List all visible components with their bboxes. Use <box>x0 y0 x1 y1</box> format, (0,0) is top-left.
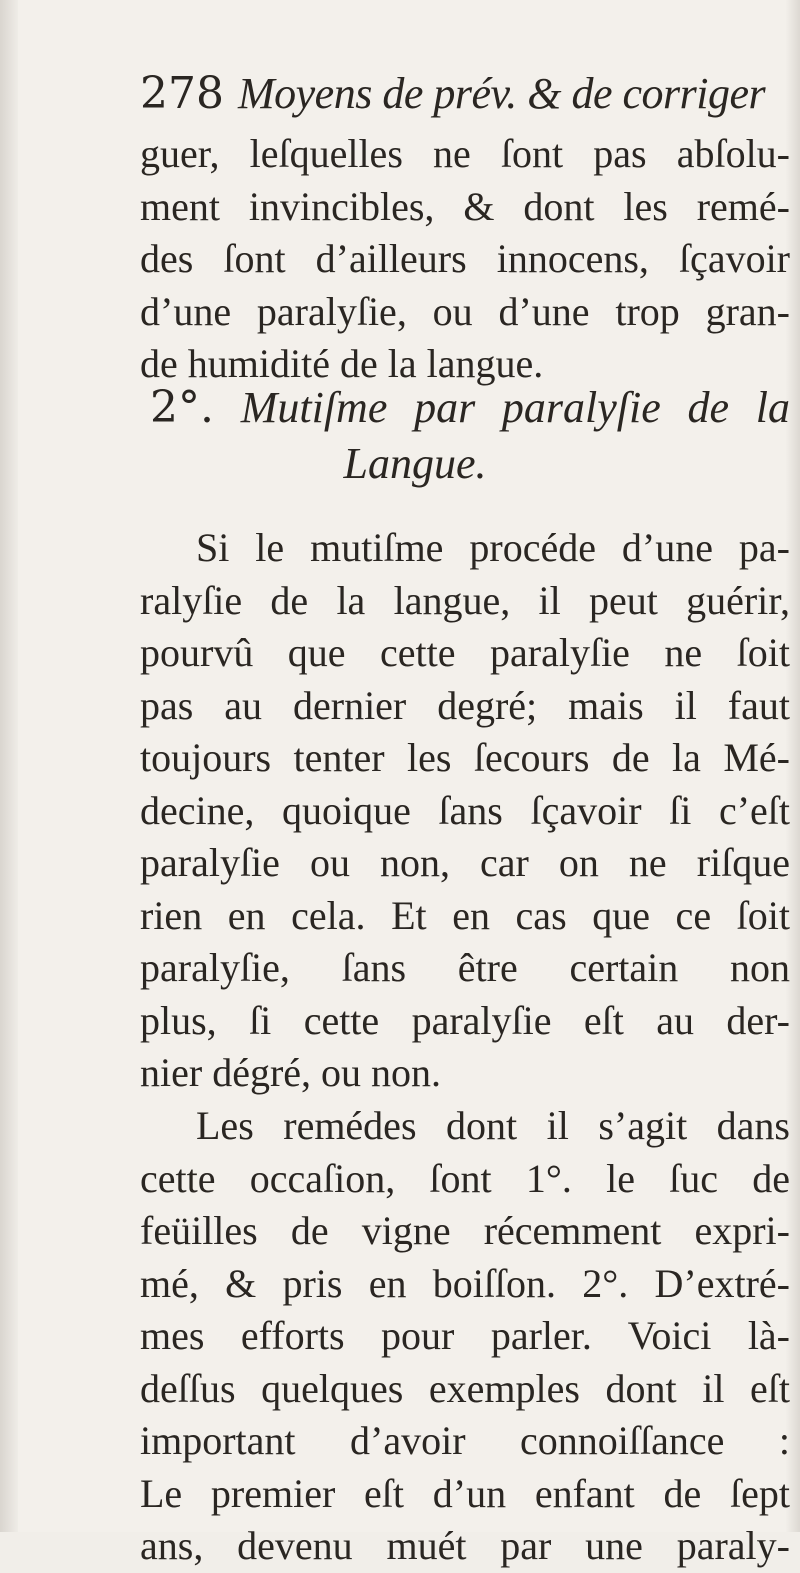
text-line: mes efforts pour parler. Voici là- <box>140 1313 790 1358</box>
text-line: pourvû que cette paralyſie ne ſoit <box>140 630 790 675</box>
text-line: decine, quoique ſans ſçavoir ſi c’eſt <box>140 787 790 833</box>
text-line: deſſus quelques exemples dont il eſt <box>140 1365 790 1411</box>
text-line: rien en cela. Et en cas que ce ſoit <box>140 892 790 938</box>
page-edge-left <box>0 0 18 1532</box>
text-line: d’une paralyſie, ou d’une trop gran- <box>140 288 790 334</box>
text-line: de humidité de la langue. <box>140 341 544 386</box>
section-heading <box>150 380 790 492</box>
text-line: pas au dernier degré; mais il faut <box>140 682 790 728</box>
section-title-line2: Langue. <box>343 439 487 488</box>
running-head <box>140 62 790 126</box>
text-line: paralyſie ou non, car on ne riſque <box>140 840 790 885</box>
text-line: important d’avoir connoiſſance : <box>140 1418 790 1463</box>
text-line: guer, leſquelles ne ſont pas abſolu- <box>140 131 790 176</box>
text-line: Le premier eſt d’un enfant de ſept <box>140 1470 790 1516</box>
text-line: cette occaſion, ſont 1°. le ſuc de <box>140 1155 790 1201</box>
text-line: toujours tenter les ſecours de la Mé- <box>140 735 790 780</box>
section-number: 2°. <box>150 382 214 433</box>
running-head-title: Moyens de prév. & de corriger <box>237 69 766 118</box>
text-line: ralyſie de la langue, il peut guérir, <box>140 577 790 623</box>
paragraph-top <box>140 128 790 391</box>
text-line: Si le mutiſme procéde d’une pa- <box>196 525 790 570</box>
text-line: ment invincibles, & dont les remé- <box>140 183 790 229</box>
text-line: Les remédes dont il s’agit dans <box>196 1103 790 1148</box>
page-number: 278 <box>140 68 224 119</box>
text-line: des ſont d’ailleurs innocens, ſçavoir <box>140 236 790 281</box>
text-line: feüilles de vigne récemment expri- <box>140 1208 790 1253</box>
text-line: plus, ſi cette paralyſie eſt au der- <box>140 997 790 1043</box>
paragraph-1 <box>140 522 790 1100</box>
text-line: mé, & pris en boiſſon. 2°. D’extré- <box>140 1260 790 1306</box>
paragraph-2 <box>140 1100 790 1573</box>
section-title-line1: Mutiſme par paralyſie de la <box>240 383 790 432</box>
text-line: nier dégré, ou non. <box>140 1050 442 1095</box>
text-line: paralyſie, ſans être certain non <box>140 945 790 990</box>
text-line: ans, devenu muét par une paraly- <box>140 1523 790 1568</box>
